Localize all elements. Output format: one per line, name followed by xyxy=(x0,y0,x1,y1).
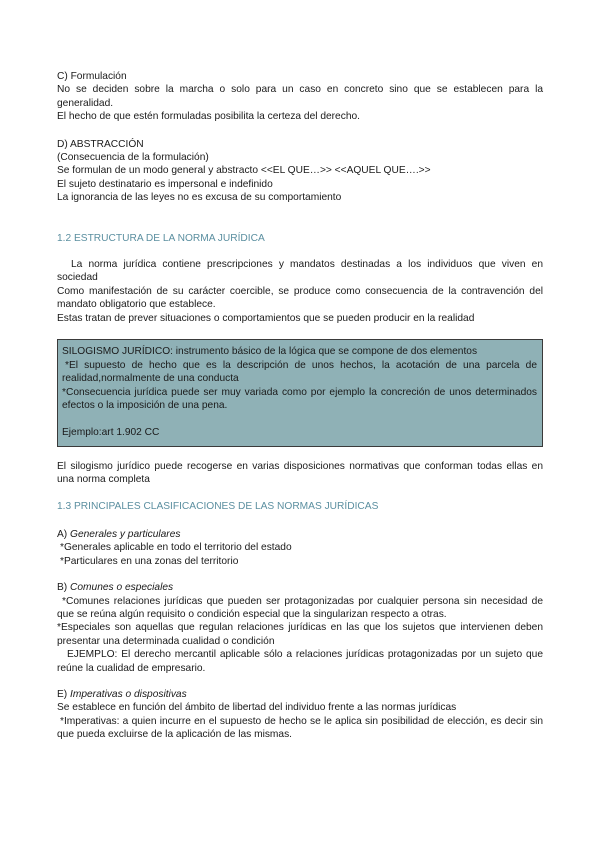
section-d-subtitle: (Consecuencia de la formulación) xyxy=(57,152,209,164)
section-a-line-2: *Particulares en una zonas del territorio xyxy=(60,555,239,567)
silogismo-box xyxy=(57,339,543,447)
box-line-3: *Consecuencia jurídica puede ser muy variada como por ejemplo la concreción de unos determinados efectos o la imposición de una pena. xyxy=(62,386,537,412)
section-d-line-3: La ignorancia de las leyes no es excusa de su comportamiento xyxy=(57,192,342,204)
estructura-text-3: Estas tratan de prever situaciones o comportamientos que se pueden producir en la realidad xyxy=(57,312,475,324)
section-e-prefix: E) xyxy=(57,688,71,700)
section-c-text-1: No se deciden sobre la marcha o solo para un caso en concreto sino que se establecen para la generalidad. xyxy=(57,84,543,109)
section-a-line-1: *Generales aplicable en todo el territorio del estado xyxy=(60,542,292,554)
section-d-title: D) ABSTRACCIÓN xyxy=(57,138,144,150)
section-d-line-2: El sujeto destinatario es impersonal e indefinido xyxy=(57,178,273,190)
box-example: Ejemplo:art 1.902 CC xyxy=(62,427,160,439)
estructura-text-1: La norma jurídica contiene prescripciones y mandatos destinadas a los individuos que viven en sociedad xyxy=(57,259,543,284)
section-e-line-1: Se establece en función del ámbito de libertad del individuo frente a las normas jurídicas xyxy=(57,702,457,714)
section-a-name: Generales y particulares xyxy=(70,528,181,540)
section-b-line-2: *Especiales son aquellas que regulan relaciones jurídicas en las que los sujetos que intervienen deben presentar una determinada cualidad o condición xyxy=(57,622,543,647)
heading-1-3: 1.3 PRINCIPALES CLASIFICACIONES DE LAS NORMAS JURÍDICAS xyxy=(57,501,379,513)
section-b-name: Comunes o especiales xyxy=(70,582,174,594)
section-b-prefix: B) xyxy=(57,582,71,594)
heading-1-2: 1.2 ESTRUCTURA DE LA NORMA JURÍDICA xyxy=(57,232,265,244)
section-e-name: Imperativas o dispositivas xyxy=(70,688,187,700)
section-a-title xyxy=(57,528,543,541)
section-c-text-2: El hecho de que estén formuladas posibilita la certeza del derecho. xyxy=(57,111,360,123)
section-b-line-3: EJEMPLO: El derecho mercantil aplicable sólo a relaciones jurídicas protagonizadas por un sujeto que reúne la cualidad de empresario. xyxy=(57,649,543,674)
section-e-line-2: *Imperativas: a quien incurre en el supuesto de hecho se le aplica sin posibilidad de elección, es decir sin que pueda excluirse de la aplicación de las mismas. xyxy=(57,715,543,741)
section-b-line-1: *Comunes relaciones jurídicas que pueden ser protagonizadas por cualquier persona sin necesidad de que se reúna algún requisito o condición especial que la singularizan respecto a otras. xyxy=(57,595,543,620)
section-b-title xyxy=(57,581,543,594)
box-line-1: SILOGISMO JURÍDICO: instrumento básico de la lógica que se compone de dos elementos xyxy=(62,346,478,358)
document-page xyxy=(57,70,543,742)
box-line-2: *El supuesto de hecho que es la descripción de unos hechos, la acotación de una parcela de realidad,normalmente de una conducta xyxy=(62,359,537,385)
silogismo-text: El silogismo jurídico puede recogerse en varias disposiciones normativas que conforman todas ellas en una norma completa xyxy=(57,460,543,486)
section-d-line-1: Se formulan de un modo general y abstracto <<EL QUE…>> <<AQUEL QUE….>> xyxy=(57,165,431,177)
section-e-title xyxy=(57,688,543,701)
estructura-text-2: Como manifestación de su carácter coercible, se produce como consecuencia de la contravención del mandato obligatorio que establece. xyxy=(57,285,543,311)
section-c-title: C) Formulación xyxy=(57,71,127,82)
section-a-prefix: A) xyxy=(57,528,71,540)
